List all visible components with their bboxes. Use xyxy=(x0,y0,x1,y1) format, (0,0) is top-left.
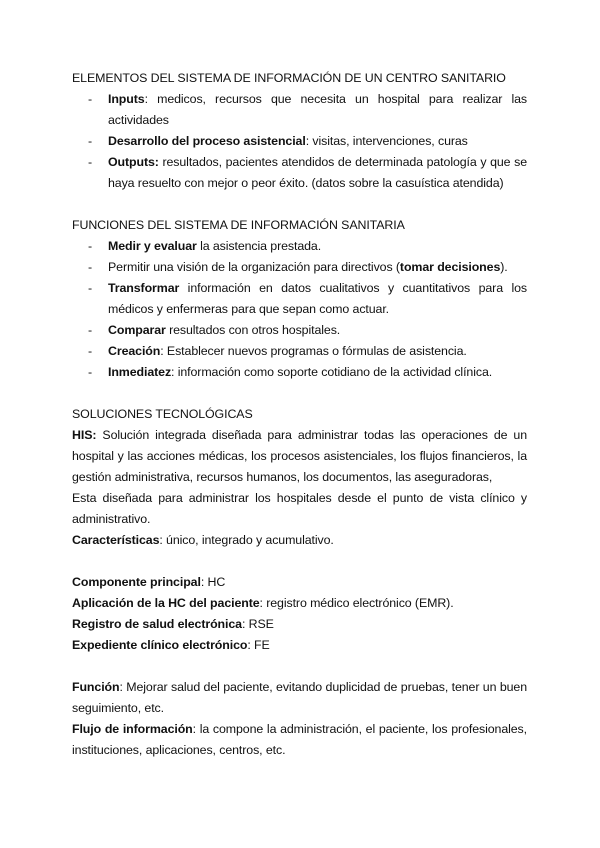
list-item xyxy=(72,320,527,341)
bullet-dash: - xyxy=(88,260,93,274)
item-text: : visitas, intervenciones, curas xyxy=(305,134,468,148)
item-term: Creación xyxy=(108,344,161,358)
item-term: Inputs xyxy=(108,92,145,106)
bullet-dash: - xyxy=(88,281,93,295)
item-term: Medir y evaluar xyxy=(108,239,197,253)
section-heading-funciones: FUNCIONES DEL SISTEMA DE INFORMACIÓN SANITARIA xyxy=(72,218,405,232)
component-line xyxy=(72,572,527,593)
item-term: tomar decisiones xyxy=(399,260,501,274)
spacer xyxy=(72,656,527,677)
item-term: Comparar xyxy=(108,323,166,337)
item-text: : información como soporte cotidiano de la actividad clínica. xyxy=(171,365,493,379)
component-text: : FE xyxy=(247,638,270,652)
function-term: Función xyxy=(72,680,120,694)
list-item xyxy=(72,152,527,194)
function-text: : Mejorar salud del paciente, evitando duplicidad de pruebas, tener un buen seguimiento, etc. xyxy=(72,680,527,715)
his-paragraph xyxy=(72,425,527,488)
component-line xyxy=(72,635,527,656)
item-term: Inmediatez xyxy=(108,365,172,379)
component-line xyxy=(72,593,527,614)
component-term: Registro de salud electrónica xyxy=(72,617,242,631)
document-content xyxy=(72,68,527,761)
item-term: Transformar xyxy=(108,281,180,295)
item-term: Outputs: xyxy=(108,155,159,169)
flow-term: Flujo de información xyxy=(72,722,193,736)
component-text: : RSE xyxy=(241,617,274,631)
bullet-dash: - xyxy=(88,134,93,148)
component-line xyxy=(72,614,527,635)
item-text: la asistencia prestada. xyxy=(196,239,322,253)
spacer xyxy=(72,383,527,404)
list-item xyxy=(72,341,527,362)
characteristics-term: Características xyxy=(72,533,160,547)
spacer xyxy=(72,551,527,572)
bullet-dash: - xyxy=(88,155,93,169)
item-text: ). xyxy=(500,260,508,274)
bullet-dash: - xyxy=(88,344,93,358)
list-item xyxy=(72,89,527,131)
list-item xyxy=(72,131,527,152)
his-text: Solución integrada diseñada para administrar todas las operaciones de un hospital y las acciones médicas, los procesos asistenciales, los flujos financieros, la gestión administrativa, recursos humanos, los documentos, las aseguradoras, xyxy=(72,428,527,484)
bullet-dash: - xyxy=(88,239,93,253)
elementos-list xyxy=(72,89,527,194)
item-text: información en datos cualitativos y cuantitativos para los médicos y enfermeras para que sepan como actuar. xyxy=(108,281,527,316)
flow-paragraph xyxy=(72,719,527,761)
his-term: HIS: xyxy=(72,428,97,442)
section-heading-soluciones: SOLUCIONES TECNOLÓGICAS xyxy=(72,407,253,421)
list-item xyxy=(72,236,527,257)
bullet-dash: - xyxy=(88,92,93,106)
section-heading-elementos: ELEMENTOS DEL SISTEMA DE INFORMACIÓN DE UN CENTRO SANITARIO xyxy=(72,71,506,85)
item-term: Desarrollo del proceso asistencial xyxy=(108,134,306,148)
bullet-dash: - xyxy=(88,323,93,337)
design-paragraph: Esta diseñada para administrar los hospitales desde el punto de vista clínico y administrativo. xyxy=(72,491,527,526)
item-text: resultados con otros hospitales. xyxy=(165,323,341,337)
item-text: : Establecer nuevos programas o fórmulas de asistencia. xyxy=(160,344,467,358)
item-text: resultados, pacientes atendidos de determinada patología y que se haya resuelto con mejor o peor éxito. (datos sobre la casuística atendida) xyxy=(108,155,527,190)
list-item xyxy=(72,278,527,320)
component-term: Expediente clínico electrónico xyxy=(72,638,248,652)
component-text: : HC xyxy=(200,575,226,589)
characteristics-text: : único, integrado y acumulativo. xyxy=(159,533,334,547)
function-paragraph xyxy=(72,677,527,719)
item-text: Permitir una visión de la organización para directivos ( xyxy=(108,260,400,274)
spacer xyxy=(72,194,527,215)
component-term: Componente principal xyxy=(72,575,201,589)
flow-text: : la compone la administración, el paciente, los profesionales, instituciones, aplicaciones, centros, etc. xyxy=(72,722,527,757)
bullet-dash: - xyxy=(88,365,93,379)
funciones-list xyxy=(72,236,527,383)
list-item xyxy=(72,362,527,383)
list-item xyxy=(72,257,527,278)
characteristics-paragraph xyxy=(72,530,527,551)
component-text: : registro médico electrónico (EMR). xyxy=(259,596,454,610)
item-text: : medicos, recursos que necesita un hospital para realizar las actividades xyxy=(108,92,527,127)
component-term: Aplicación de la HC del paciente xyxy=(72,596,260,610)
